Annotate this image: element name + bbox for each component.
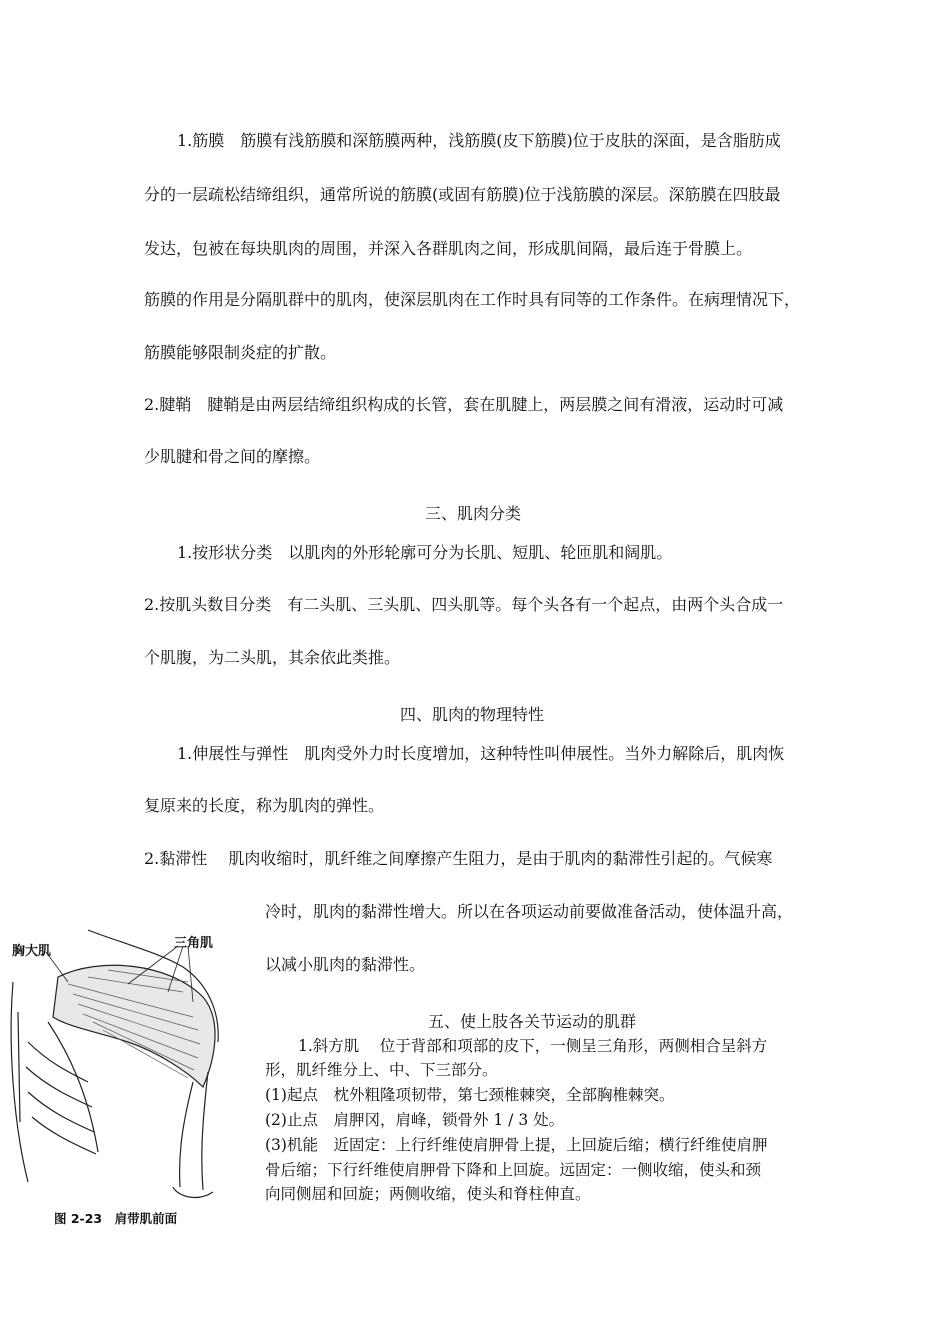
figure-caption: 图 2-23 肩带肌前面 [54, 1211, 178, 1226]
para-fascia-2: 分的一层疏松结缔组织，通常所说的筋膜(或固有筋膜)位于浅筋膜的深层。深筋膜在四肢最 [144, 185, 781, 204]
para-fascia-3: 发达，包被在每块肌肉的周围，并深入各群肌肉之间，形成肌间隔，最后连于骨膜上。 [144, 239, 753, 258]
para-viscosity-2: 冷时，肌肉的黏滞性增大。所以在各项运动前要做准备活动，使体温升高， [265, 902, 794, 921]
para-function-2: 骨后缩；下行纤维使肩胛骨下降和上回旋。远固定：一侧收缩，使头和颈 [265, 1161, 762, 1179]
shoulder-muscle-illustration [8, 922, 238, 1207]
para-shape: 1.按形状分类 以肌肉的外形轮廓可分为长肌、短肌、轮匝肌和阔肌。 [177, 543, 673, 562]
heading-physical-properties: 四、肌肉的物理特性 [400, 705, 545, 724]
para-trapezius-2: 形，肌纤维分上、中、下三部分。 [265, 1061, 498, 1079]
para-elasticity-2: 复原来的长度，称为肌肉的弹性。 [144, 796, 385, 815]
para-viscosity-3: 以减小肌肉的黏滞性。 [265, 955, 426, 974]
para-elasticity-1: 1.伸展性与弹性 肌肉受外力时长度增加，这种特性叫伸展性。当外力解除后，肌肉恢 [177, 744, 785, 763]
para-fascia-4: 筋膜的作用是分隔肌群中的肌肉，使深层肌肉在工作时具有同等的工作条件。在病理情况下， [144, 290, 801, 309]
para-function-3: 向同侧屈和回旋；两侧收缩，使头和脊柱伸直。 [265, 1185, 591, 1203]
para-fascia-5: 筋膜能够限制炎症的扩散。 [144, 343, 337, 362]
para-sheath-1: 2.腱鞘 腱鞘是由两层结缔组织构成的长管，套在肌腱上，两层膜之间有滑液，运动时可减 [144, 395, 784, 414]
label-deltoid: 三角肌 [174, 936, 214, 951]
para-sheath-2: 少肌腱和骨之间的摩擦。 [144, 447, 321, 466]
para-insertion: (2)止点 肩胛冈，肩峰，锁骨外 1 / 3 处。 [265, 1111, 565, 1129]
anatomy-drawing [8, 922, 238, 1207]
para-heads-1: 2.按肌头数目分类 有二头肌、三头肌、四头肌等。每个头各有一个起点，由两个头合成一 [144, 595, 784, 614]
para-fascia-1: 1.筋膜 筋膜有浅筋膜和深筋膜两种，浅筋膜(皮下筋膜)位于皮肤的深面，是含脂肪成 [177, 131, 781, 150]
heading-muscle-classification: 三、肌肉分类 [425, 504, 522, 523]
para-heads-2: 个肌腹，为二头肌，其余依此类推。 [144, 648, 401, 667]
para-trapezius-1: 1.斜方肌 位于背部和项部的皮下，一侧呈三角形，两侧相合呈斜方 [298, 1037, 768, 1055]
para-origin: (1)起点 枕外粗隆项韧带，第七颈椎棘突，全部胸椎棘突。 [265, 1086, 675, 1104]
para-function-1: (3)机能 近固定：上行纤维使肩胛骨上提，上回旋后缩；横行纤维使肩胛 [265, 1136, 768, 1154]
label-pectoralis-major: 胸大肌 [12, 944, 52, 959]
heading-upper-limb-muscles: 五、使上肢各关节运动的肌群 [428, 1012, 637, 1031]
para-viscosity-1: 2.黏滞性 肌肉收缩时，肌纤维之间摩擦产生阻力，是由于肌肉的黏滞性引起的。气候寒 [144, 849, 773, 868]
